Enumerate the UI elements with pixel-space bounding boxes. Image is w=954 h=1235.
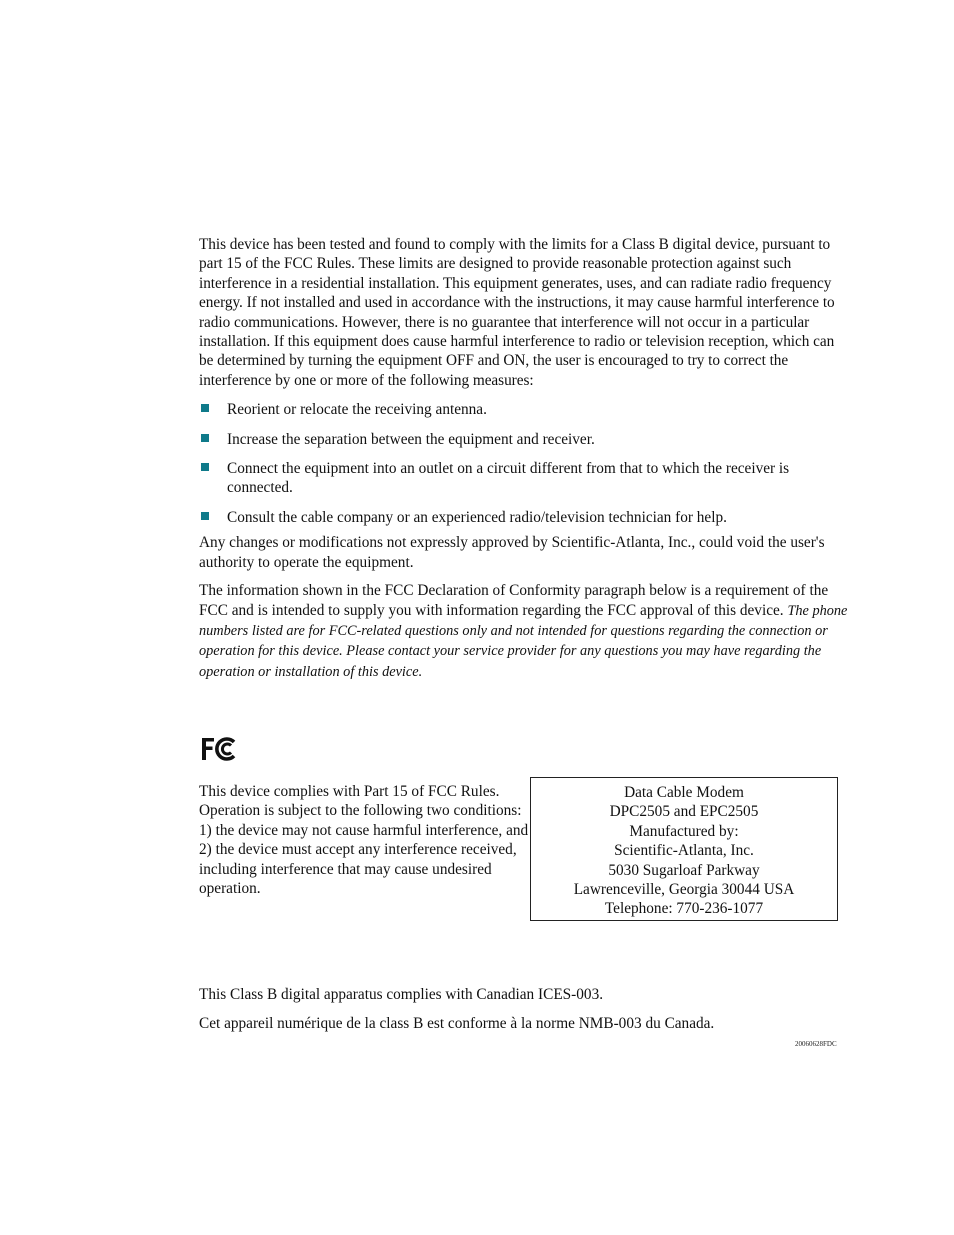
compliance-statement: This device complies with Part 15 of FCC Rules. Operation is subject to the following two conditions: 1) the device may not cause harmful interference, and 2) the device must accept any interference received, including interference that may cause undesired operation. <box>199 783 529 898</box>
measures-list <box>199 400 849 527</box>
product-name: Data Cable Modem <box>624 784 744 801</box>
square-bullet-icon <box>201 512 209 520</box>
fcc-statement-section <box>199 235 849 691</box>
list-item <box>199 430 849 449</box>
canada-english-statement: This Class B digital apparatus complies with Canadian ICES-003. <box>199 986 604 1003</box>
list-item <box>199 459 849 498</box>
canada-french-statement: Cet appareil numérique de la class B est conforme à la norme NMB-003 du Canada. <box>199 1015 715 1032</box>
fcc-info-paragraph <box>199 581 849 682</box>
list-item <box>199 400 849 419</box>
list-item-text: Consult the cable company or an experienced radio/television technician for help. <box>227 508 727 526</box>
canada-compliance-section <box>199 985 849 1043</box>
square-bullet-icon <box>201 404 209 412</box>
list-item <box>199 508 849 527</box>
street-address: 5030 Sugarloaf Parkway <box>608 861 760 879</box>
fcc-logo-graphic <box>201 736 237 762</box>
manufacturer-info-box <box>530 777 838 921</box>
fcc-logo-icon <box>201 736 237 762</box>
changes-paragraph: Any changes or modifications not expressly approved by Scientific-Atlanta, Inc., could void the user's authority to operate the equipment. <box>199 534 825 571</box>
square-bullet-icon <box>201 463 209 471</box>
square-bullet-icon <box>201 434 209 442</box>
model-numbers: DPC2505 and EPC2505 <box>609 803 759 821</box>
fcc-info-text: The information shown in the FCC Declaration of Conformity paragraph below is a requirement of the FCC and is intended to supply you with information regarding the FCC approval of this device. <box>199 582 829 619</box>
intro-paragraph: This device has been tested and found to comply with the limits for a Class B digital device, pursuant to part 15 of the FCC Rules. These limits are designed to provide reasonable protection against such interference in a residential installation. This equipment generates, uses, and can radiate radio frequency energy. If not installed and used in accordance with the instructions, it may cause harmful interference to radio communications. However, there is no guarantee that interference will not occur in a particular installation. If this equipment does cause harmful interference to radio or television reception, which can be determined by turning the equipment OFF and ON, the user is encouraged to try to correct the interference by one or more of the following measures: <box>199 236 835 389</box>
manufactured-by-label: Manufactured by: <box>629 822 739 840</box>
list-item-text: Reorient or relocate the receiving antenna. <box>227 401 487 419</box>
manufacturer-name: Scientific-Atlanta, Inc. <box>614 842 754 860</box>
list-item-text: Connect the equipment into an outlet on a circuit different from that to which the receiver is connected. <box>227 460 790 497</box>
fcc-info-italic-note: The phone numbers listed are for FCC-related questions only and not intended for questions regarding the connection or operation for this device. Please contact your service provider for any questions you may have regarding the operation or installation of this device. <box>199 602 848 680</box>
document-id: 20060628FDC <box>795 1040 837 1048</box>
city-state-zip: Lawrenceville, Georgia 30044 USA <box>573 881 795 899</box>
telephone: Telephone: 770-236-1077 <box>604 900 764 918</box>
list-item-text: Increase the separation between the equipment and receiver. <box>227 430 595 448</box>
